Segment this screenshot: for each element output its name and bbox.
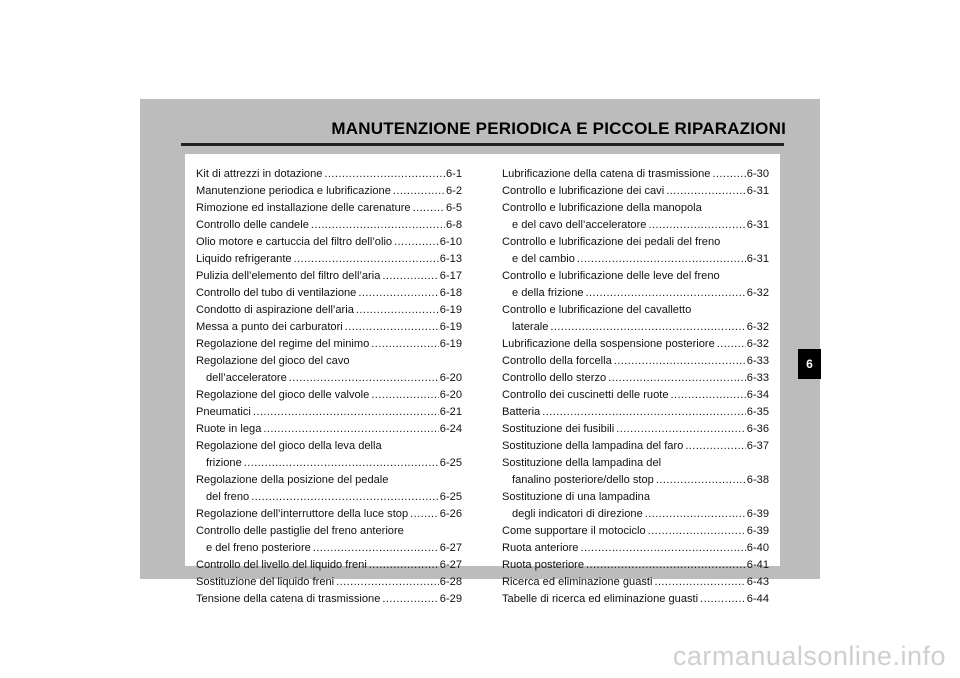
toc-entry-title: Tensione della catena di trasmissione <box>196 593 381 605</box>
toc-entry-page: 6-8 <box>445 219 462 231</box>
toc-entry-page: 6-19 <box>439 338 462 350</box>
toc-entry[interactable] <box>196 421 462 438</box>
toc-entry-page: 6-26 <box>439 508 462 520</box>
toc-entry[interactable] <box>196 574 462 591</box>
toc-entry[interactable] <box>196 319 462 336</box>
dot-leader <box>334 574 439 591</box>
toc-entry[interactable] <box>502 489 769 523</box>
dot-leader <box>612 353 746 370</box>
toc-entry-title: Ruote in lega <box>196 423 262 435</box>
toc-entry-title: Pneumatici <box>196 406 251 418</box>
dot-leader <box>392 234 439 251</box>
toc-entry[interactable] <box>196 523 462 557</box>
toc-entry[interactable] <box>502 183 769 200</box>
dot-leader <box>646 217 745 234</box>
toc-panel <box>185 154 780 605</box>
dot-leader <box>309 217 445 234</box>
dot-leader <box>715 336 746 353</box>
toc-entry-title: Condotto di aspirazione dell’aria <box>196 304 354 316</box>
toc-entry-title: Controllo del livello del liquido freni <box>196 559 367 571</box>
toc-entry-title: Rimozione ed installazione delle carenature <box>196 202 411 214</box>
toc-entry[interactable] <box>502 540 769 557</box>
toc-entry-title: Pulizia dell’elemento del filtro dell’aria <box>196 270 381 282</box>
toc-entry[interactable] <box>502 353 769 370</box>
toc-entry-title: Tabelle di ricerca ed eliminazione guasti <box>502 593 699 605</box>
toc-entry[interactable] <box>196 200 462 217</box>
dot-leader <box>548 319 745 336</box>
title-rule <box>181 143 784 146</box>
toc-entry-title-line: Regolazione del gioco della leva della <box>196 440 382 452</box>
toc-entry-page: 6-44 <box>746 593 769 605</box>
toc-entry[interactable] <box>196 353 462 387</box>
toc-entry-page: 6-37 <box>746 440 769 452</box>
toc-entry-page: 6-33 <box>746 372 769 384</box>
toc-column-left <box>196 166 462 608</box>
toc-entry-page: 6-43 <box>746 576 769 588</box>
dot-leader <box>652 574 745 591</box>
toc-entry-page: 6-18 <box>439 287 462 299</box>
toc-entry-title: Controllo delle candele <box>196 219 309 231</box>
toc-entry-page: 6-17 <box>439 270 462 282</box>
toc-entry-page: 6-34 <box>746 389 769 401</box>
toc-entry-title: Regolazione dell’interruttore della luce stop <box>196 508 409 520</box>
toc-entry-page: 6-41 <box>746 559 769 571</box>
toc-entry-title: Lubrificazione della catena di trasmissione <box>502 168 711 180</box>
toc-entry[interactable] <box>196 268 462 285</box>
toc-entry-title: Olio motore e cartuccia del filtro dell’olio <box>196 236 393 248</box>
toc-entry-page: 6-19 <box>439 321 462 333</box>
toc-entry-page: 6-27 <box>439 559 462 571</box>
dot-leader <box>606 370 746 387</box>
toc-entry-title-line: Controllo e lubrificazione dei pedali del freno <box>502 236 721 248</box>
toc-column-right <box>502 166 769 608</box>
toc-entry[interactable] <box>196 234 462 251</box>
toc-entry[interactable] <box>502 574 769 591</box>
dot-leader <box>578 540 745 557</box>
toc-entry-title: Controllo dello sterzo <box>502 372 607 384</box>
toc-entry-page: 6-31 <box>746 185 769 197</box>
toc-entry-page: 6-32 <box>746 287 769 299</box>
dot-leader <box>261 421 438 438</box>
toc-entry-title: Come supportare il motociclo <box>502 525 646 537</box>
dot-leader <box>411 200 445 217</box>
toc-entry-title-line: Regolazione del gioco del cavo <box>196 355 350 367</box>
toc-entry-page: 6-20 <box>439 372 462 384</box>
toc-entry-page: 6-20 <box>439 389 462 401</box>
toc-entry-page: 6-24 <box>439 423 462 435</box>
toc-entry[interactable] <box>502 404 769 421</box>
toc-entry-page: 6-38 <box>746 474 769 486</box>
toc-entry-page: 6-28 <box>439 576 462 588</box>
toc-entry-page: 6-31 <box>746 253 769 265</box>
toc-entry-title: Batteria <box>502 406 541 418</box>
toc-entry[interactable] <box>502 268 769 302</box>
toc-entry-title: Controllo dei cuscinetti delle ruote <box>502 389 669 401</box>
dot-leader <box>669 387 746 404</box>
dot-leader <box>683 438 745 455</box>
toc-entry-page: 6-13 <box>439 253 462 265</box>
toc-entry-title-line: Controllo e lubrificazione delle leve del freno <box>502 270 720 282</box>
toc-entry[interactable] <box>502 370 769 387</box>
dot-leader <box>540 404 746 421</box>
toc-entry-page: 6-30 <box>746 168 769 180</box>
toc-entry-title: Sostituzione della lampadina del faro <box>502 440 684 452</box>
dot-leader <box>287 370 439 387</box>
toc-entry[interactable] <box>502 234 769 268</box>
toc-entry-title: del freno <box>206 491 250 503</box>
toc-entry[interactable] <box>502 438 769 455</box>
toc-entry-title: frizione <box>206 457 242 469</box>
toc-entry-title: Controllo della forcella <box>502 355 612 367</box>
toc-entry[interactable] <box>196 557 462 574</box>
toc-entry-title-line: Sostituzione di una lampadina <box>502 491 651 503</box>
toc-entry-title-line: Controllo e lubrificazione della manopola <box>502 202 702 214</box>
toc-entry-title-line: Regolazione della posizione del pedale <box>196 474 389 486</box>
dot-leader <box>584 285 746 302</box>
toc-entry-title-line: Controllo e lubrificazione del cavalletto <box>502 304 692 316</box>
toc-entry-title: Controllo del tubo di ventilazione <box>196 287 357 299</box>
toc-entry-title-line: Controllo delle pastiglie del freno anteriore <box>196 525 404 537</box>
toc-entry[interactable] <box>502 166 769 183</box>
toc-entry-title: Ricerca ed eliminazione guasti <box>502 576 653 588</box>
toc-entry-title: laterale <box>512 321 549 333</box>
toc-entry[interactable] <box>196 336 462 353</box>
toc-entry[interactable] <box>196 438 462 472</box>
toc-entry-page: 6-39 <box>746 525 769 537</box>
dot-leader <box>380 268 438 285</box>
toc-entry-title: Sostituzione del liquido freni <box>196 576 335 588</box>
toc-entry-page: 6-40 <box>746 542 769 554</box>
toc-entry-page: 6-32 <box>746 338 769 350</box>
toc-entry-title: fanalino posteriore/dello stop <box>512 474 654 486</box>
toc-entry[interactable] <box>502 591 769 608</box>
toc-entry[interactable] <box>196 217 462 234</box>
dot-leader <box>251 404 439 421</box>
toc-entry-title: dell’acceleratore <box>206 372 287 384</box>
toc-entry-page: 6-35 <box>746 406 769 418</box>
toc-entry-page: 6-2 <box>445 185 462 197</box>
toc-entry-page: 6-33 <box>746 355 769 367</box>
toc-entry[interactable] <box>196 591 462 608</box>
toc-entry-title: e della frizione <box>512 287 584 299</box>
dot-leader <box>614 421 746 438</box>
dot-leader <box>646 523 746 540</box>
toc-entry-page: 6-29 <box>439 593 462 605</box>
toc-entry-title-line: Sostituzione della lampadina del <box>502 457 662 469</box>
page-title: MANUTENZIONE PERIODICA E PICCOLE RIPARAZIONI <box>331 119 786 138</box>
toc-entry-title: Lubrificazione della sospensione posteriore <box>502 338 715 350</box>
dot-leader <box>292 251 439 268</box>
toc-entry-title: e del freno posteriore <box>206 542 311 554</box>
dot-leader <box>408 506 439 523</box>
toc-entry[interactable] <box>502 421 769 438</box>
dot-leader <box>343 319 439 336</box>
toc-entry[interactable] <box>502 557 769 574</box>
dot-leader <box>654 472 746 489</box>
toc-entry-title: e del cambio <box>512 253 575 265</box>
toc-entry-page: 6-5 <box>445 202 462 214</box>
toc-entry[interactable] <box>196 302 462 319</box>
toc-entry[interactable] <box>196 285 462 302</box>
dot-leader <box>391 183 445 200</box>
dot-leader <box>249 489 439 506</box>
toc-entry[interactable] <box>502 336 769 353</box>
dot-leader <box>584 557 746 574</box>
toc-entry-title: Ruota anteriore <box>502 542 579 554</box>
dot-leader <box>664 183 746 200</box>
toc-entry[interactable] <box>502 200 769 234</box>
toc-entry[interactable] <box>502 387 769 404</box>
dot-leader <box>698 591 746 608</box>
toc-entry-page: 6-32 <box>746 321 769 333</box>
dot-leader <box>242 455 439 472</box>
toc-entry-title: Messa a punto dei carburatori <box>196 321 343 333</box>
toc-entry-title: Kit di attrezzi in dotazione <box>196 168 323 180</box>
toc-entry-page: 6-36 <box>746 423 769 435</box>
toc-entry[interactable] <box>502 455 769 489</box>
toc-entry[interactable] <box>196 404 462 421</box>
dot-leader <box>643 506 746 523</box>
dot-leader <box>575 251 746 268</box>
dot-leader <box>322 166 445 183</box>
toc-entry-title: Controllo e lubrificazione dei cavi <box>502 185 665 197</box>
toc-entry[interactable] <box>196 251 462 268</box>
toc-entry-title: Regolazione del regime del minimo <box>196 338 370 350</box>
dot-leader <box>380 591 438 608</box>
chapter-tab[interactable]: 6 <box>798 349 821 379</box>
toc-entry[interactable] <box>196 506 462 523</box>
toc-entry[interactable] <box>196 472 462 506</box>
toc-entry-title: Sostituzione dei fusibili <box>502 423 615 435</box>
dot-leader <box>356 285 438 302</box>
toc-entry-page: 6-19 <box>439 304 462 316</box>
dot-leader <box>369 336 439 353</box>
toc-entry-title: Regolazione del gioco delle valvole <box>196 389 370 401</box>
toc-entry[interactable] <box>502 302 769 336</box>
dot-leader <box>311 540 439 557</box>
toc-entry[interactable] <box>196 387 462 404</box>
toc-entry-title: Ruota posteriore <box>502 559 585 571</box>
toc-entry-page: 6-21 <box>439 406 462 418</box>
toc-entry-title: Manutenzione periodica e lubrificazione <box>196 185 391 197</box>
toc-entry[interactable] <box>196 166 462 183</box>
dot-leader <box>710 166 745 183</box>
watermark: carmanualsonline.info <box>672 641 946 671</box>
toc-entry-page: 6-1 <box>445 168 462 180</box>
toc-entry-page: 6-10 <box>439 236 462 248</box>
toc-entry-title: degli indicatori di direzione <box>512 508 643 520</box>
toc-entry-page: 6-25 <box>439 457 462 469</box>
dot-leader <box>354 302 439 319</box>
toc-entry[interactable] <box>502 523 769 540</box>
dot-leader <box>367 557 439 574</box>
toc-entry-page: 6-31 <box>746 219 769 231</box>
toc-entry-title: Liquido refrigerante <box>196 253 292 265</box>
toc-entry[interactable] <box>196 183 462 200</box>
dot-leader <box>369 387 438 404</box>
toc-entry-page: 6-25 <box>439 491 462 503</box>
toc-entry-title: e del cavo dell’acceleratore <box>512 219 647 231</box>
toc-entry-page: 6-27 <box>439 542 462 554</box>
toc-entry-page: 6-39 <box>746 508 769 520</box>
